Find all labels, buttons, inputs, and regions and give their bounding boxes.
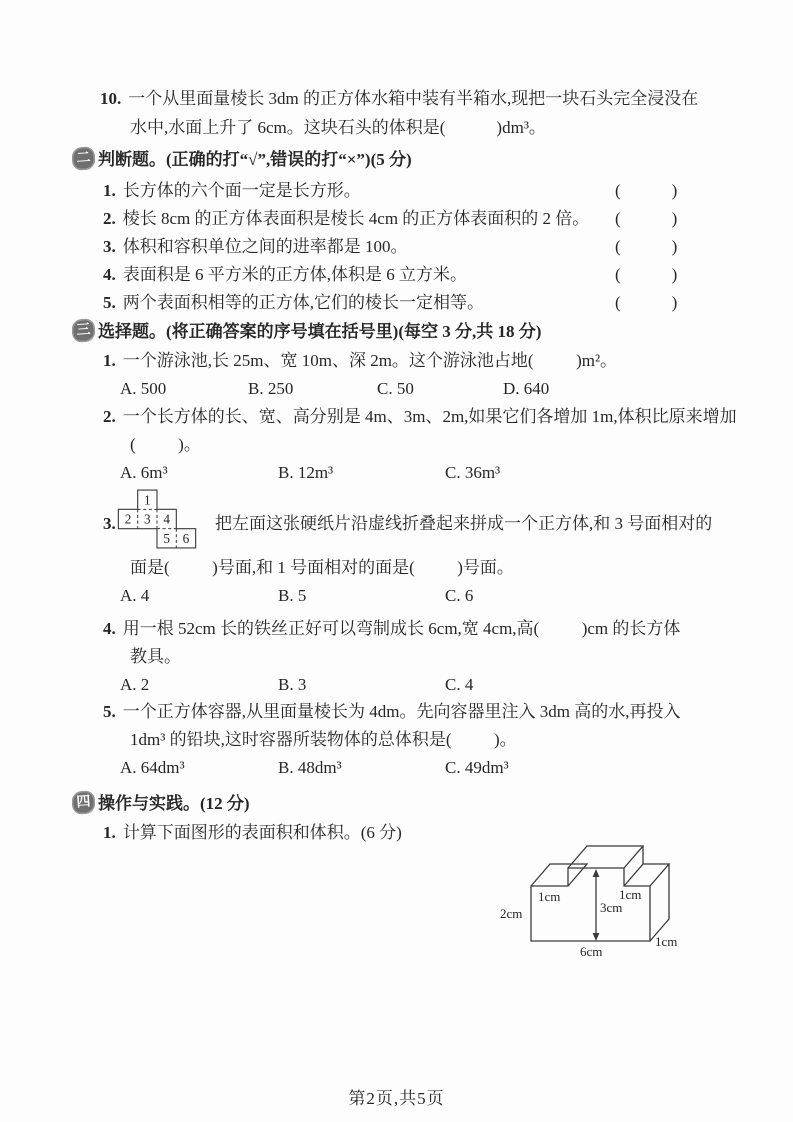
choice-q5-options (0, 757, 793, 779)
dimension-label-depth: 1cm (655, 934, 678, 949)
item-number: 2. (103, 209, 116, 228)
question-number: 10. (100, 89, 122, 108)
choice-question-4 (103, 618, 680, 640)
judgment-item-1 (103, 180, 361, 202)
section-four-badge: 四 (71, 790, 96, 815)
item-text: 一个长方体的长、宽、高分别是 4m、3m、2m,如果它们各增加 1m,体积比原来增加 (122, 407, 737, 426)
item-number: 5. (103, 702, 116, 721)
judgment-item-5 (103, 292, 484, 314)
net-cell-label: 5 (163, 530, 170, 546)
option-d: D. 640 (503, 379, 550, 398)
item-text: 计算下面图形的表面积和体积。(6 分) (122, 823, 402, 842)
item-number: 2. (103, 407, 116, 426)
cube-net-figure (117, 489, 197, 549)
item-text: 长方体的六个面一定是长方形。 (122, 181, 361, 200)
item-text: 棱长 8cm 的正方体表面积是棱长 4cm 的正方体表面积的 2 倍。 (122, 209, 590, 228)
section-two-title: 判断题。(正确的打“√”,错误的打“×”)(5 分) (98, 150, 412, 169)
footer-page-indicator: 第2页,共5页 (348, 1089, 445, 1108)
item-number: 4. (103, 619, 116, 638)
answer-parens-3: ( ) (615, 237, 678, 256)
item-text: 表面积是 6 平方米的正方体,体积是 6 立方米。 (122, 265, 467, 284)
arrowhead-up (593, 869, 600, 877)
option-b: B. 48dm³ (278, 758, 342, 777)
choice-question-5 (103, 701, 680, 723)
question-10-line1 (100, 88, 698, 110)
choice-question-4-line2: 教具。 (130, 647, 181, 666)
item-number: 1. (103, 181, 116, 200)
option-c: C. 4 (445, 675, 474, 694)
item-number: 5. (103, 293, 116, 312)
net-cell-label: 3 (144, 511, 151, 527)
choice-question-5-line2: 1dm³ 的铅块,这时容器所装物体的总体积是( )。 (130, 730, 517, 749)
option-a: A. 2 (120, 675, 150, 694)
choice-q2-options (0, 462, 793, 484)
section-four-title: 操作与实践。(12 分) (98, 794, 250, 813)
choice-q4-options (0, 674, 793, 696)
choice-question-1 (103, 350, 617, 372)
choice-question-3-line1: 把左面这张硬纸片沿虚线折叠起来拼成一个正方体,和 3 号面相对的 (215, 514, 713, 533)
net-cell-label: 1 (144, 492, 151, 508)
section-three-title: 选择题。(将正确答案的序号填在括号里)(每空 3 分,共 18 分) (98, 322, 542, 341)
option-a: A. 64dm³ (120, 758, 185, 777)
answer-parens-5: ( ) (615, 293, 678, 312)
option-b: B. 3 (278, 675, 307, 694)
option-b: B. 250 (248, 379, 294, 398)
arrowhead-down (593, 933, 600, 941)
item-number: 3. (103, 237, 116, 256)
net-cell-label: 2 (124, 511, 132, 527)
option-c: C. 49dm³ (445, 758, 509, 777)
choice-q3-options (0, 585, 793, 607)
option-b: B. 12m³ (278, 463, 334, 482)
section-two-badge: 二 (71, 146, 96, 171)
section-three-badge: 三 (71, 318, 96, 343)
item-number: 4. (103, 265, 116, 284)
judgment-item-2 (103, 208, 589, 230)
answer-parens-2: ( ) (615, 209, 678, 228)
option-c: C. 50 (377, 379, 414, 398)
item-number: 1. (103, 351, 116, 370)
option-c: C. 6 (445, 586, 474, 605)
item-number: 3. (103, 514, 116, 533)
option-a: A. 500 (120, 379, 167, 398)
question-10-line2: 水中,水面上升了 6cm。这块石头的体积是( )dm³。 (130, 118, 546, 137)
choice-question-3-line2: 面是( )号面,和 1 号面相对的面是( )号面。 (130, 558, 514, 577)
solid-figure (488, 843, 723, 978)
answer-parens-1: ( ) (615, 181, 678, 200)
item-text: 体积和容积单位之间的进率都是 100。 (122, 237, 408, 256)
item-text: 两个表面积相等的正方体,它们的棱长一定相等。 (122, 293, 484, 312)
dimension-label-left-top: 1cm (538, 889, 561, 904)
dimension-label-middle-height: 3cm (600, 900, 623, 915)
net-cell-label: 4 (163, 511, 170, 527)
item-text: 一个游泳池,长 25m、宽 10m、深 2m。这个游泳池占地( )m²。 (122, 351, 618, 370)
option-a: A. 4 (120, 586, 150, 605)
answer-parens-4: ( ) (615, 265, 678, 284)
question-text: 一个从里面量棱长 3dm 的正方体水箱中装有半箱水,现把一块石头完全浸没在 (128, 89, 699, 108)
dimension-label-bottom: 6cm (580, 944, 603, 959)
option-b: B. 5 (278, 586, 307, 605)
net-cell-label: 6 (182, 530, 190, 546)
choice-q1-options (0, 378, 793, 400)
item-text: 一个正方体容器,从里面量棱长为 4dm。先向容器里注入 3dm 高的水,再投入 (122, 702, 681, 721)
item-text: 用一根 52cm 长的铁丝正好可以弯制成长 6cm,宽 4cm,高( )cm 的长方体 (122, 619, 681, 638)
option-a: A. 6m³ (120, 463, 168, 482)
judgment-item-4 (103, 264, 467, 286)
choice-question-2 (103, 406, 737, 428)
judgment-item-3 (103, 236, 408, 258)
item-number: 1. (103, 823, 116, 842)
practice-item-1 (103, 822, 402, 844)
choice-question-2-line2: ( )。 (130, 435, 201, 454)
dimension-label-right-top: 1cm (619, 887, 642, 902)
dimension-label-left-height: 2cm (500, 906, 523, 921)
option-c: C. 36m³ (445, 463, 501, 482)
